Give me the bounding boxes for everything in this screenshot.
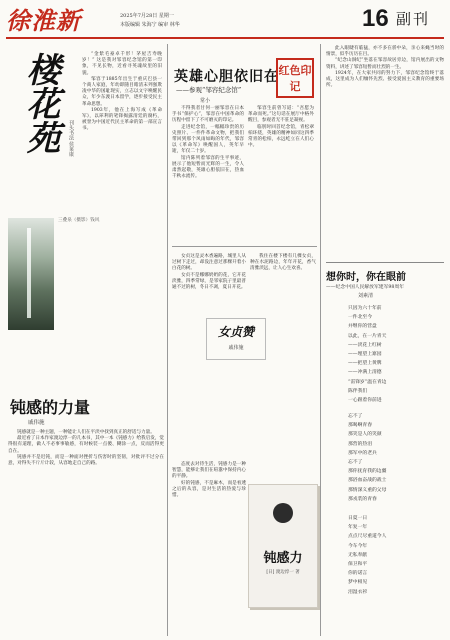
poem-title-box — [206, 318, 266, 360]
left-intro: “金紫毛豪卓千形！茅屋吉寿晚岁！” 这是我对邹容纪念馆的第一印象，不见长物，近看寻英魂故里的旧貌。 邹容于1885年出生于重庆巴县一个商人家庭，年幼即随目睹清末列强欺凌中华的国耻现实，立志以文字唤醒民众，年少东渡日本留学，逐步接受民主革命思想。 1903年，他在上海写成《革命军》，以犀利的笔锋揭露清廷的腐朽，被誉为中国近代民主革命的第一部宣言书。 — [82, 52, 162, 132]
center-right-divider — [320, 44, 321, 636]
left-article-author: 戚伟施 — [28, 420, 45, 426]
poem-section-rule-top — [326, 262, 444, 263]
header-date: 2025年7月28日 星期一 — [120, 13, 174, 19]
feature-author: 常小 — [200, 98, 211, 104]
poem-section-title: 想你时，你在眼前 — [326, 272, 406, 283]
landscape-photo — [8, 218, 54, 330]
poem-title: 女贞赞 — [217, 325, 254, 339]
left-column-divider — [167, 44, 168, 636]
feature-title: 英雄心胆依旧在 — [174, 69, 279, 85]
poem-section-author: 刘素清 — [358, 293, 374, 299]
poem-stanza-2: 忘不了 那喝啊青春 那笑是人的笑颜 那营的热泪 那军中的老兵 忘不了 那你抚育我的边疆 那浴血奋战的战士 那情深义重的父母 那戎装的青春 — [348, 414, 387, 502]
right-top-text: 此入眼睫有临猛，亦不多在骄中朵，亲心来蝇当时的情景，似乎历历在目。 “纪念山洞纪”坐落在邹容故居旁边，馆内展出的文物资料，讲述了邹容短暂而壮烈的一生。 1924年，在大家共同的努力下，邹容纪念馆终于落成，这里成为人们缅怀先烈、接受爱国主义教育的重要场所。 — [326, 46, 444, 89]
feature-body-col2: 邹容生前曾写道：“吾愿为革命而死。”这句话在展厅中格外醒目，参观者无不驻足凝视。 临别时回首纪念馆，青松翠柏环绕，英雄的精神如同这四季常青的松柏，永远屹立在人们心中。 — [248, 106, 314, 149]
poem-body-col1: 女贞这是灵木香遍路，城里人从过树下走过，却没注意过那棵开着小白花的树。 女贞不是娜娜奶奶的花，它开花淡雅，四季常绿，是邻家院子里最普通不过的树，冬日不凋，夏日开花。 — [172, 254, 246, 291]
book-cover-mark — [273, 503, 293, 523]
poem-stanza-1: 只因为六十年前 一件北至今 并继你的营盘 以此，在一片青天 ——淡花上红树 ——埋望上寨园 ——把望上黄牌 ——冲满上清德 “雷锋岁”温在青边 陈伴我们 一心跟着你前进 — [348, 306, 387, 404]
photo-caption: 三叠泉（摄影）钱风 — [58, 218, 100, 223]
book-cover-title: 钝感力 — [263, 551, 303, 566]
header-rule — [6, 37, 444, 39]
feature-body-col1: 不得我者甘何一丽邹容在日本手书“保护心”，邹容在中国革命的历程中留下了不可磨灭的印记。 走进纪念馆，一幅幅珍贵的历史照片、一件件革命文物，把我们带回到那个风雨如晦的年代，邹容以《革命军》唤醒国人，英年早逝，年仅二十岁。 馆内陈列着邹容的生平事迹，展示了他短暂而光辉的一生，令人肃然起敬，英雄心胆依旧在，热血千秋永流传。 — [172, 106, 244, 180]
book-cover-author: [日] 渡边淳一 著 — [266, 570, 300, 575]
newspaper-logo: 徐淮新 — [6, 6, 81, 35]
column-title-note: 刊头书法 侯莱康 — [68, 120, 74, 157]
feature-subtitle: ——参观“邹容纪念馆” — [176, 86, 242, 94]
page-number: 16 — [362, 5, 389, 32]
left-article-body: 钝感就是一种主题，一种能让人们在平淡中找到真正的舒适与力量。 最近看了日本作家渡边淳一的几本书，其中一本《钝感力》给我启发，觉得很有道理，做人不必事事敏感，有时候装一点傻、糊涂一点，反而活得更自在。 钝感并不是迟钝，而是一种面对挫折与伤害时的坚韧，对批评不过分在意，对得失不斤斤计较，从容地走自己的路。 — [8, 430, 165, 467]
center-bottom-text: 态度去对待生活，钝感力是一种智慧，能够让我们在喧嚣中保持内心的平静。 好的钝感，不是麻木，而是看透之后的从容，是对生活的热爱与珍惜。 — [172, 462, 246, 499]
poem-author: 戚伟施 — [228, 345, 244, 351]
poem-section-subtitle: ——纪念中国人民解放军建军98周年 — [326, 285, 405, 290]
poem-stanza-3: 日夏一日 年复一年 点点尺尽重道今人 今车今年 无私奉献 保卫和平 你的诺言 梦中相见 泪湿衣衫 — [348, 516, 387, 595]
poem-body-col2: 我住在楼下楼有几棵女贞，种在水泥路边，年年开花，香气清雅淡远，让人心生欢喜。 — [250, 254, 316, 272]
red-memory-stamp: 红色印记 — [276, 58, 314, 98]
header-editor: 本版编辑 朱海宁 编审 林华 — [120, 22, 180, 28]
page-section: 副刊 — [396, 10, 431, 28]
center-section-divider — [172, 246, 317, 247]
column-title-calligraphy: 楼花苑 — [20, 52, 60, 154]
book-cover — [248, 484, 318, 608]
left-article-title: 钝感的力量 — [10, 398, 91, 417]
